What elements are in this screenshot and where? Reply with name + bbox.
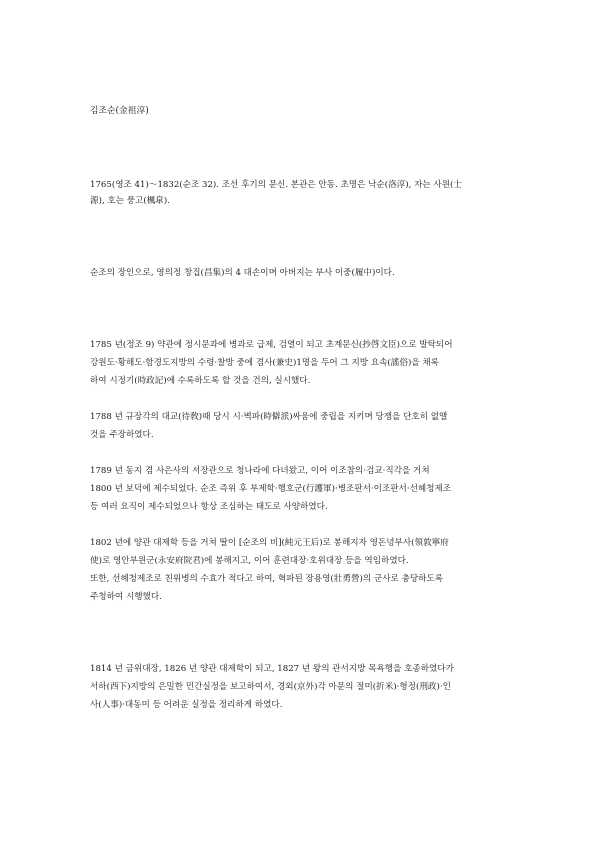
document-title: 김조순(金祖淳) <box>90 106 149 116</box>
p1785-line-1: 1785 년(정조 9) 약관에 정시문과에 병과로 급제, 검열이 되고 초계문신(抄啓文臣)으로 발탁되어 <box>90 340 453 350</box>
p1788-line-2: 것을 주장하였다. <box>90 430 154 440</box>
p1814-line-3: 사(人事)·대동미 등 어려운 실정을 정리하게 하였다. <box>90 700 283 710</box>
p1802-line-4: 주청하여 시행했다. <box>90 592 162 602</box>
p1788-line-1: 1788 년 규장각의 대교(待敎)때 당시 시·벽파(時僻派)싸움에 중립을 지키며 당쟁을 단호히 없앨 <box>90 412 448 422</box>
intro-line-2: 源), 호는 풍고(楓皐). <box>90 196 170 206</box>
p1802-line-2: 使)로 영안부원군(永安府院君)에 봉해지고, 이어 훈련대장·호위대장 등을 역임하였다. <box>90 556 409 566</box>
p1814-line-2: 서하(西下)지방의 은밀한 민간실정을 보고하여서, 경외(京外)각 아문의 절미(折米)·형정(刑政)·인 <box>90 682 451 692</box>
p1789-line-3: 등 여러 요직이 제수되었으나 항상 조심하는 태도로 사양하였다. <box>90 502 328 512</box>
p1785-line-2: 강원도·황해도·함경도지방의 수령·찰방 중에 겸사(兼史)1명을 두어 그 지방 요속(謠俗)을 채록 <box>90 358 439 368</box>
p1802-line-3: 또한, 선혜청제조로 친위병의 수효가 적다고 하여, 혁파된 장용영(壯勇營)의 군사로 충당하도록 <box>90 574 444 584</box>
p1785-line-3: 하여 시정기(時政記)에 수록하도록 할 것을 건의, 실시했다. <box>90 376 311 386</box>
p1802-line-1: 1802 년에 양관 대제학 등을 거쳐 딸이 [순조의 비](純元王后)로 봉해지자 영돈녕부사(領敦寧府 <box>90 538 449 548</box>
p1814-line-1: 1814 년 금위대장, 1826 년 양관 대제학이 되고, 1827 년 왕의 관서지방 목욕행을 호종하였다가 <box>90 664 454 674</box>
p1789-line-1: 1789 년 동지 겸 사은사의 서장관으로 청나라에 다녀왔고, 이어 이조참의·검교·직각을 거쳐 <box>90 466 430 476</box>
intro-line-1: 1765(영조 41)～1832(순조 32). 조선 후기의 문신. 본관은 안동. 초명은 낙순(洛淳), 자는 사원(士 <box>90 180 462 190</box>
p1789-line-2: 1800 년 보덕에 제수되었다. 순조 즉위 후 부제학·행호군(行護軍)·병조판서·이조판서·선혜청제조 <box>90 484 452 494</box>
family-line-1: 순조의 장인으로, 영의정 창집(昌集)의 4 대손이며 아버지는 부사 이중(履中)이다. <box>90 268 395 278</box>
